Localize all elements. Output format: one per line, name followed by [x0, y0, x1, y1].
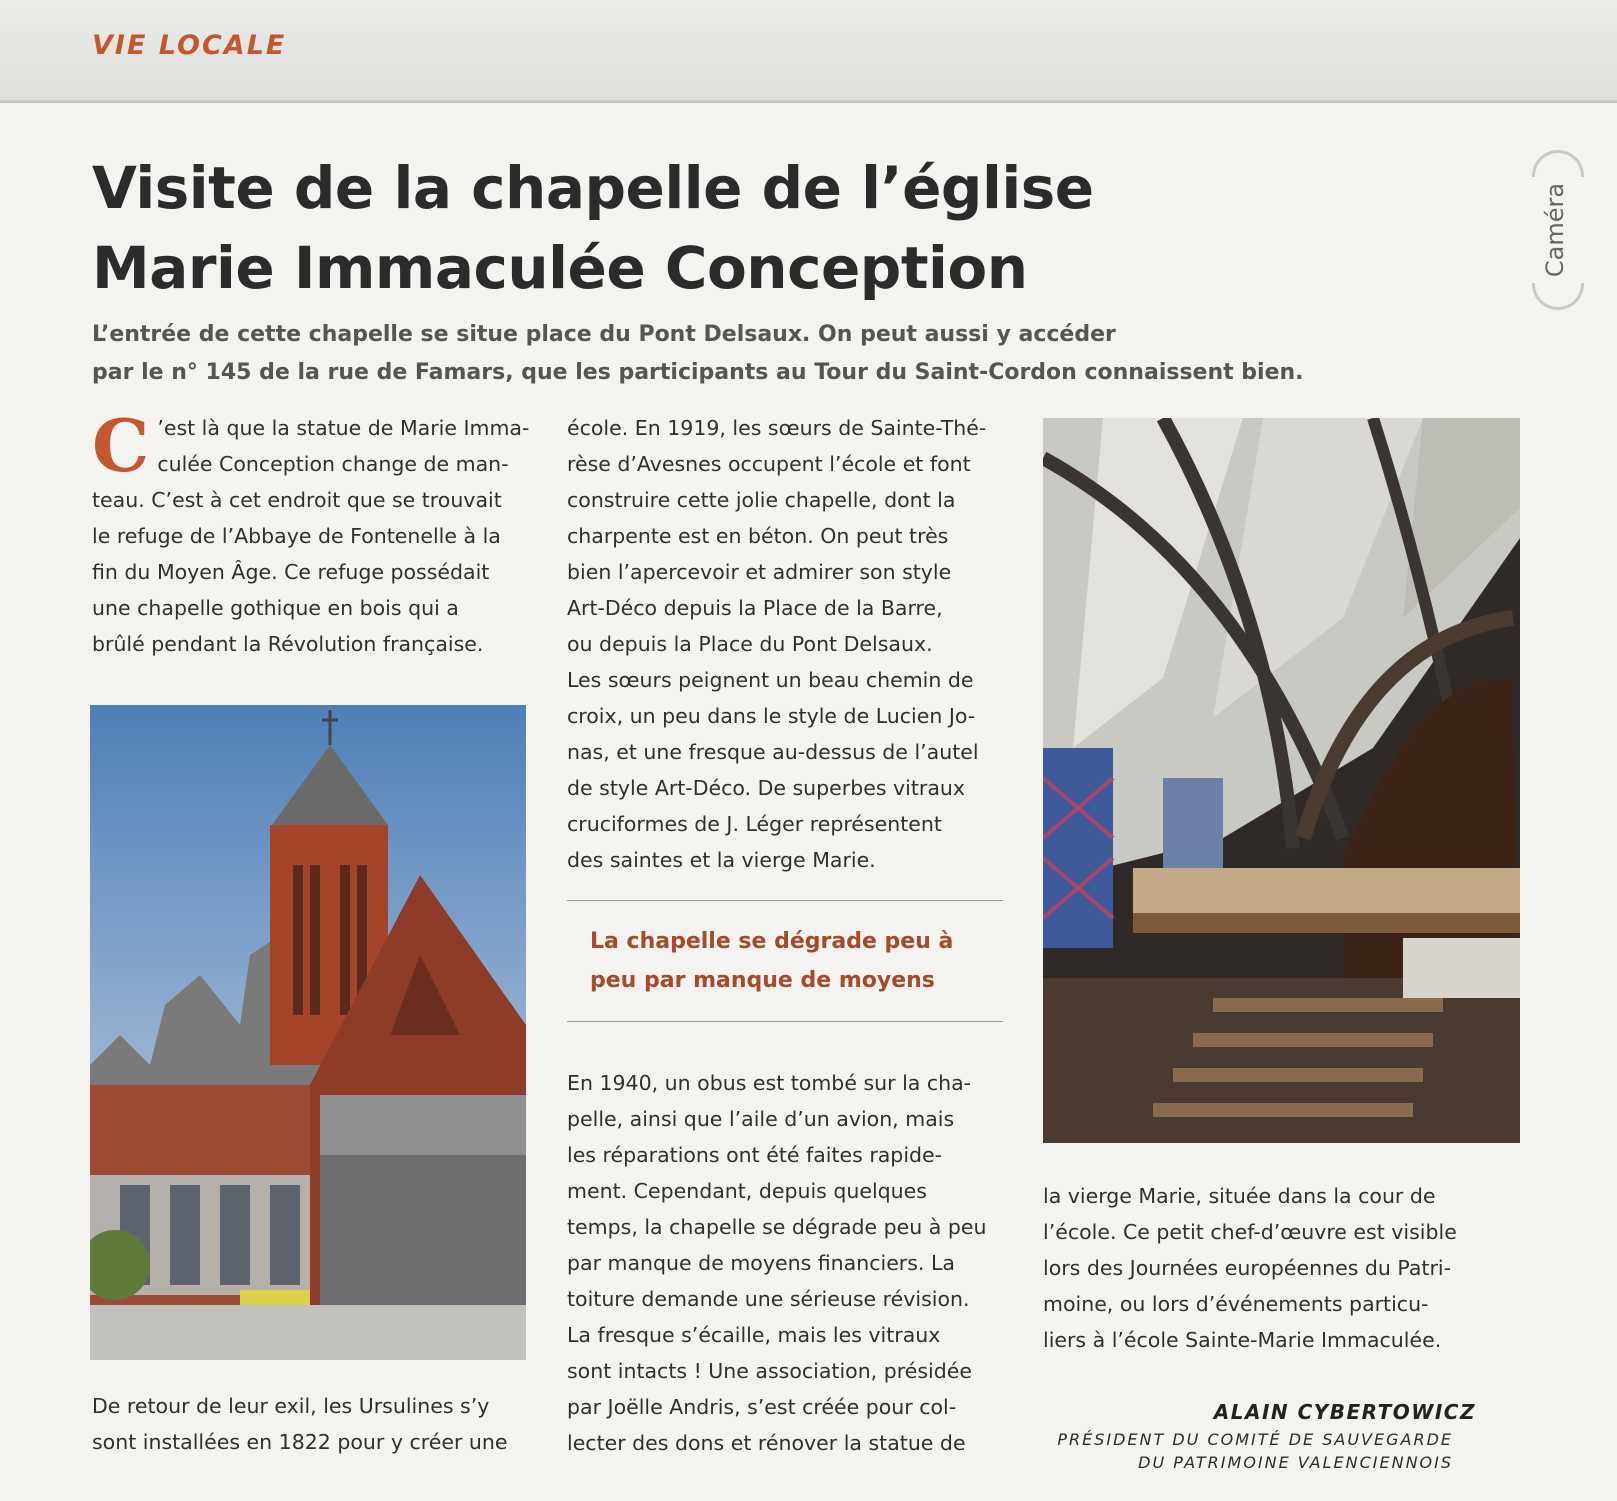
text-line: La fresque s’écaille, mais les vitraux — [567, 1323, 941, 1347]
text-line: De retour de leur exil, les Ursulines s’y — [92, 1394, 490, 1418]
text-line: temps, la chapelle se dégrade peu à peu — [567, 1215, 987, 1239]
text-line: moine, ou lors d’événements particu- — [1043, 1292, 1429, 1316]
paren-top — [1532, 150, 1584, 177]
text-line: charpente est en béton. On peut très — [567, 524, 949, 548]
column-1-continued — [92, 1388, 532, 1460]
text-line: sont intacts ! Une association, présidée — [567, 1359, 972, 1383]
drop-cap: C — [92, 403, 150, 488]
column-3-text — [1043, 1178, 1483, 1358]
subhead-line: peu par manque de moyens — [590, 968, 935, 993]
text-line: cruciformes de J. Léger représentent — [567, 812, 942, 836]
paren-bottom — [1532, 283, 1584, 310]
lead-line: par le n° 145 de la rue de Famars, que les participants au Tour du Saint-Cordon connaissent bien. — [92, 360, 1304, 385]
text-line: par Joëlle Andris, s’est créée pour col- — [567, 1395, 957, 1419]
text-line: sont installées en 1822 pour y créer une — [92, 1430, 508, 1454]
text-line: ou depuis la Place du Pont Delsaux. — [567, 632, 933, 656]
text-line: par manque de moyens financiers. La — [567, 1251, 955, 1275]
title-line: Marie Immaculée Conception — [92, 234, 1028, 302]
church-exterior-photo — [90, 705, 526, 1360]
subhead-rule-bottom — [567, 1021, 1003, 1022]
chapel-interior-photo — [1043, 418, 1520, 1143]
text-line: fin du Moyen Âge. Ce refuge possédait — [92, 560, 490, 584]
column-2-text — [567, 410, 1007, 878]
text-line: En 1940, un obus est tombé sur la cha- — [567, 1071, 972, 1095]
column-1-text — [92, 403, 532, 662]
text-line: ment. Cependant, depuis quelques — [567, 1179, 927, 1203]
text-line: rèse d’Avesnes occupent l’école et font — [567, 452, 971, 476]
text-line: l’école. Ce petit chef-d’œuvre est visible — [1043, 1220, 1457, 1244]
author-role — [933, 1428, 1453, 1474]
text-line: école. En 1919, les sœurs de Sainte-Thé- — [567, 416, 987, 440]
text-line: le refuge de l’Abbaye de Fontenelle à la — [92, 524, 501, 548]
article-lead — [92, 316, 1442, 392]
text-line: des saintes et la vierge Marie. — [567, 848, 876, 872]
text-line: Art-Déco depuis la Place de la Barre, — [567, 596, 943, 620]
section-label: VIE LOCALE — [92, 30, 287, 61]
text-line: lors des Journées européennes du Patri- — [1043, 1256, 1451, 1280]
lead-line: L’entrée de cette chapelle se situe place du Pont Delsaux. On peut aussi y accéder — [92, 322, 1116, 347]
text-line: les réparations ont été faites rapide- — [567, 1143, 943, 1167]
text-line: lecter des dons et rénover la statue de — [567, 1431, 966, 1455]
text-line: de style Art-Déco. De superbes vitraux — [567, 776, 966, 800]
text-line: toiture demande une sérieuse révision. — [567, 1287, 970, 1311]
text-line: liers à l’école Sainte-Marie Immaculée. — [1043, 1328, 1442, 1352]
author-role-line: PRÉSIDENT DU COMITÉ DE SAUVEGARDE — [1057, 1430, 1453, 1449]
text-line: nas, et une fresque au-dessus de l’autel — [567, 740, 979, 764]
photo-credit-text: Caméra — [1541, 182, 1569, 278]
column-2-continued — [567, 1065, 1007, 1461]
author-role-line: DU PATRIMOINE VALENCIENNOIS — [1138, 1453, 1453, 1472]
text-line: brûlé pendant la Révolution française. — [92, 632, 484, 656]
text-line: construire cette jolie chapelle, dont la — [567, 488, 956, 512]
title-line: Visite de la chapelle de l’église — [92, 154, 1094, 222]
subhead-line: La chapelle se dégrade peu à — [590, 929, 954, 954]
text-line: Les sœurs peignent un beau chemin de — [567, 668, 974, 692]
text-line: teau. C’est à cet endroit que se trouvait — [92, 488, 502, 512]
text-line: la vierge Marie, située dans la cour de — [1043, 1184, 1436, 1208]
text-line: une chapelle gothique en bois qui a — [92, 596, 459, 620]
text-line: culée Conception change de man- — [157, 452, 509, 476]
text-line: croix, un peu dans le style de Lucien Jo- — [567, 704, 976, 728]
subhead-rule-top — [567, 900, 1003, 901]
text-line: pelle, ainsi que l’aile d’un avion, mais — [567, 1107, 955, 1131]
author-name: ALAIN CYBERTOWICZ — [1213, 1400, 1476, 1424]
subheading — [590, 922, 1010, 1000]
article-title — [92, 148, 1392, 308]
text-line: ’est là que la statue de Marie Imma- — [157, 416, 530, 440]
photo-credit-tag — [1520, 150, 1590, 310]
text-line: bien l’apercevoir et admirer son style — [567, 560, 952, 584]
